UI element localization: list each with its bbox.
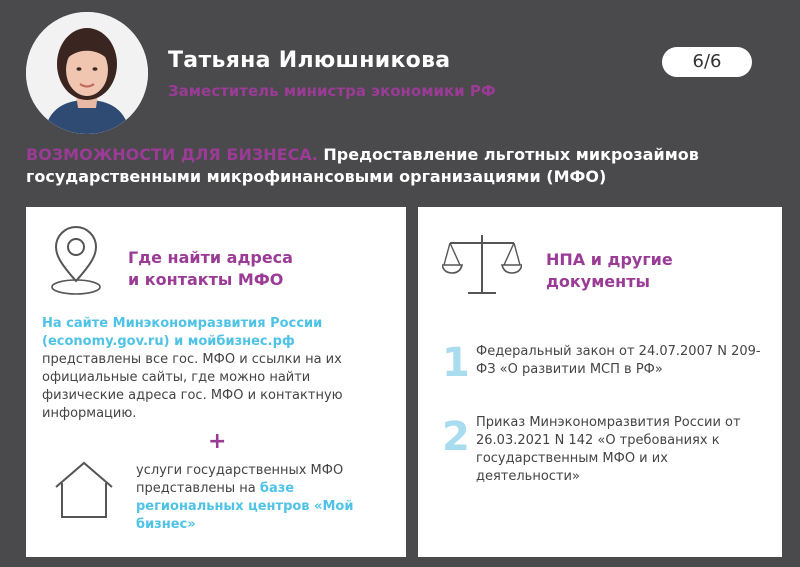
headline-text: Предоставление льготных микрозаймов государственными микрофинансовыми организациями (МФО) (26, 145, 699, 186)
person-name: Татьяна Илюшникова (168, 48, 451, 73)
headline-accent: ВОЗМОЖНОСТИ ДЛЯ БИЗНЕСА. (26, 145, 318, 164)
item-number-2: 2 (442, 414, 470, 460)
where-to-find-text (42, 315, 392, 423)
npa-title (546, 249, 673, 293)
title-line-2: документы (546, 272, 650, 291)
title-line-2: и контакты МФО (128, 270, 284, 289)
services-prefix: услуги государственных МФО представлены на (136, 463, 344, 496)
house-icon (50, 459, 118, 521)
plus-sign: + (208, 429, 227, 454)
law-item-1: Федеральный закон от 24.07.2007 N 209-ФЗ «О развитии МСП в РФ» (476, 344, 761, 377)
economy-gov-link[interactable]: (economy.gov.ru) (42, 334, 170, 349)
regional-centers-link[interactable]: базе региональных центров «Мой бизнес» (136, 481, 354, 532)
link-connector: и (169, 334, 188, 349)
npa-documents-card (418, 207, 782, 557)
page-counter: 6/6 (662, 47, 752, 77)
where-to-find-card (26, 207, 406, 557)
services-text (136, 462, 366, 534)
item-number-1: 1 (442, 340, 470, 386)
law-item-2: Приказ Минэкономразвития России от 26.03.2021 N 142 «О требованиях к государственным МФО и их деятельности» (476, 415, 741, 484)
person-role: Заместитель министра экономики РФ (168, 82, 496, 100)
headline (26, 144, 776, 188)
title-line-1: НПА и другие (546, 250, 673, 269)
where-to-find-body: представлены все гос. МФО и ссылки на их официальные сайты, где можно найти физические адреса гос. МФО и контактную информацию. (42, 352, 343, 421)
scales-icon (442, 231, 522, 295)
where-to-find-title (128, 247, 293, 291)
location-pin-icon (48, 223, 104, 299)
portrait-image (26, 12, 148, 134)
ministry-site-link[interactable]: На сайте Минэкономразвития России (42, 316, 323, 331)
moybiznes-link[interactable]: мойбизнес.рф (187, 334, 295, 349)
title-line-1: Где найти адреса (128, 248, 293, 267)
avatar (26, 12, 148, 134)
